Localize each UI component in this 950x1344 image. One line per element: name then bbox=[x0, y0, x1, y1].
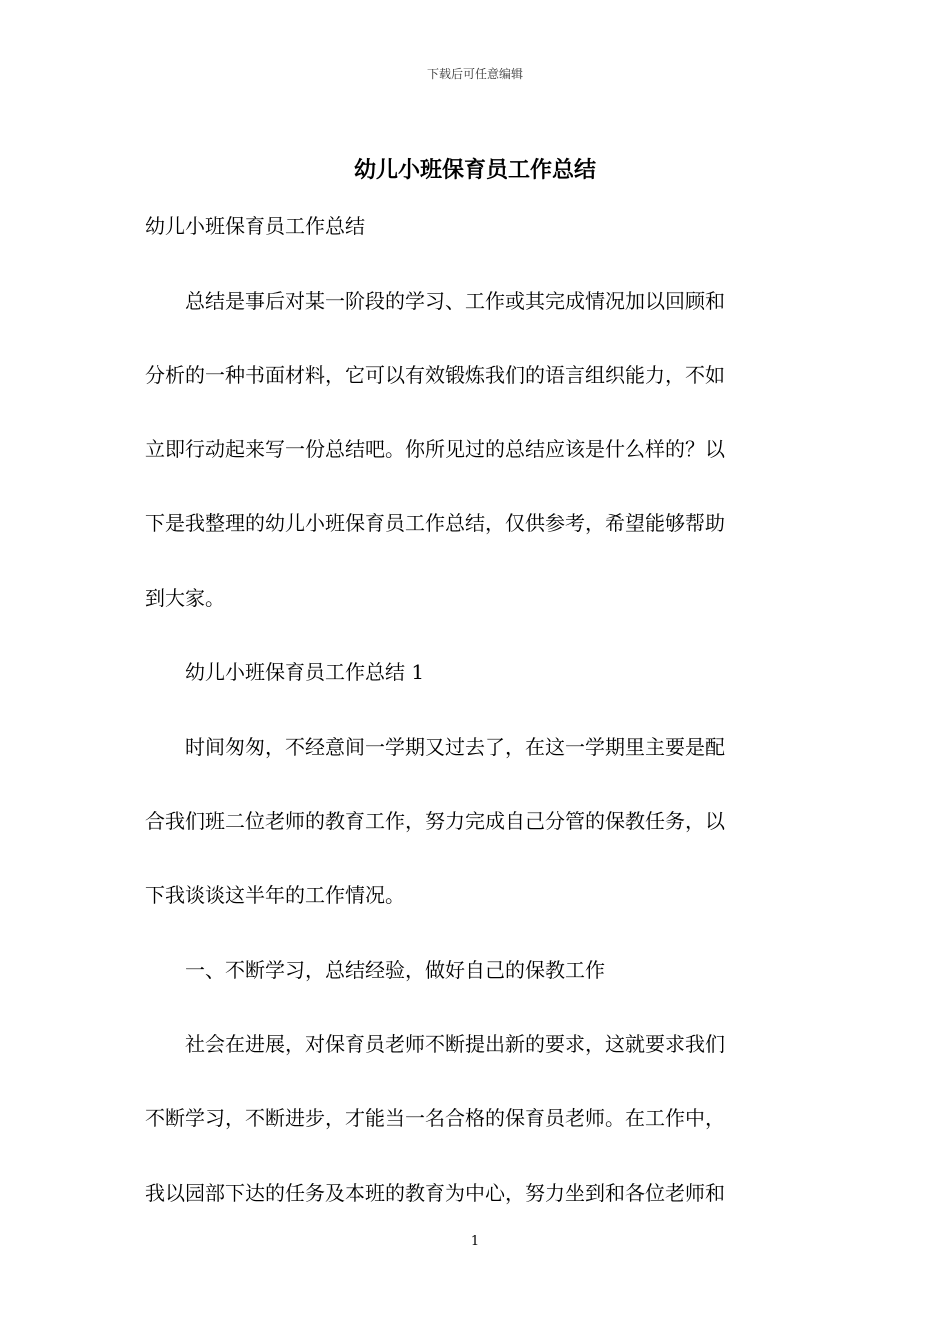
paragraph-line: 我以园部下达的任务及本班的教育为中心，努力坐到和各位老师和 bbox=[145, 1181, 725, 1205]
paragraph-line: 时间匆匆，不经意间一学期又过去了，在这一学期里主要是配 bbox=[145, 735, 725, 759]
paragraph-line: 总结是事后对某一阶段的学习、工作或其完成情况加以回顾和 bbox=[145, 289, 725, 313]
paragraph-line: 社会在进展，对保育员老师不断提出新的要求，这就要求我们 bbox=[145, 1032, 725, 1056]
section-heading: 一、不断学习，总结经验，做好自己的保教工作 bbox=[145, 958, 605, 982]
page-number: 1 bbox=[470, 1234, 480, 1249]
paragraph-line: 下我谈谈这半年的工作情况。 bbox=[145, 883, 405, 907]
subtitle-line: 幼儿小班保育员工作总结 bbox=[145, 214, 365, 238]
paragraph-line: 下是我整理的幼儿小班保育员工作总结，仅供参考，希望能够帮助 bbox=[145, 511, 725, 535]
paragraph-line: 到大家。 bbox=[145, 586, 225, 610]
section-heading: 幼儿小班保育员工作总结 1 bbox=[145, 660, 425, 684]
paragraph-line: 合我们班二位老师的教育工作，努力完成自己分管的保教任务，以 bbox=[145, 809, 725, 833]
paragraph-line: 分析的一种书面材料，它可以有效锻炼我们的语言组织能力，不如 bbox=[145, 363, 725, 387]
paragraph-line: 不断学习，不断进步，才能当一名合格的保育员老师。在工作中， bbox=[145, 1106, 725, 1130]
header-note: 下载后可任意编辑 bbox=[426, 67, 523, 81]
paragraph-line: 立即行动起来写一份总结吧。你所见过的总结应该是什么样的？以 bbox=[145, 437, 725, 461]
document-title: 幼儿小班保育员工作总结 bbox=[353, 157, 596, 183]
